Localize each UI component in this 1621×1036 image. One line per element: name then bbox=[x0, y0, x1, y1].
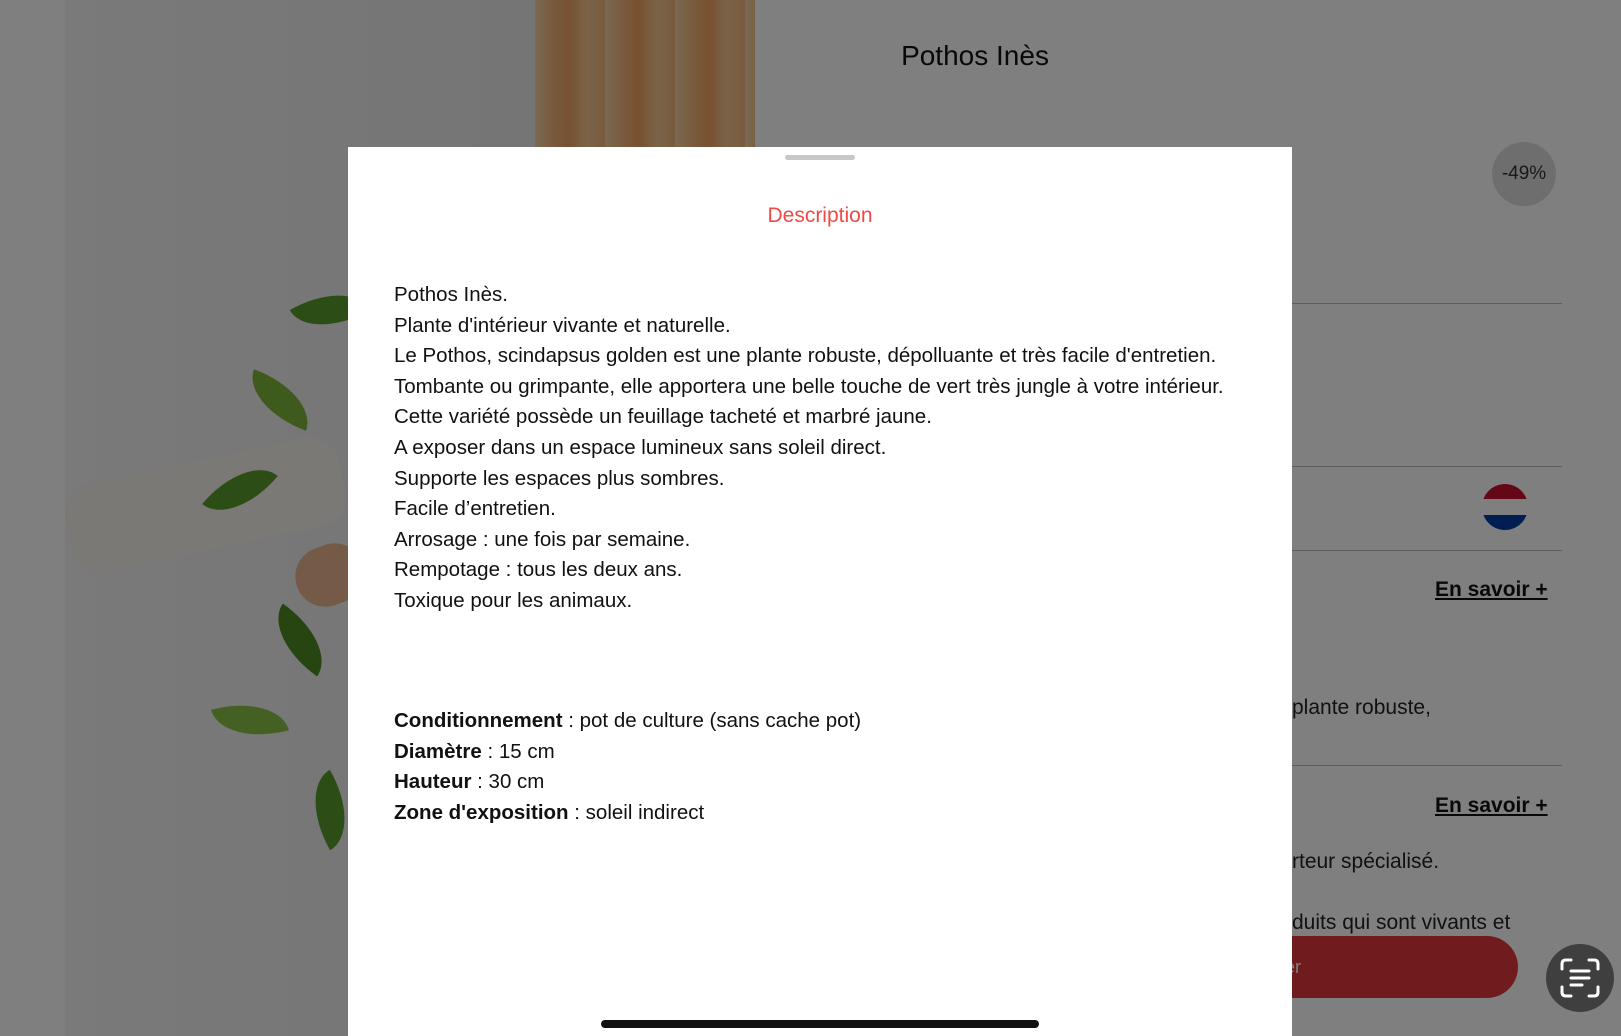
spec-height bbox=[394, 767, 1254, 798]
description-line: Pothos Inès. bbox=[394, 283, 508, 306]
spec-exposure bbox=[394, 798, 1254, 829]
spec-diameter bbox=[394, 737, 1254, 768]
spec-value: : soleil indirect bbox=[568, 800, 705, 824]
home-indicator[interactable] bbox=[601, 1020, 1039, 1028]
spec-value: : 15 cm bbox=[481, 739, 555, 763]
spec-label: Conditionnement bbox=[394, 709, 563, 732]
description-line: A exposer dans un espace lumineux sans soleil direct. bbox=[394, 435, 887, 459]
product-specs bbox=[394, 706, 1254, 828]
spec-label: Diamètre bbox=[394, 739, 482, 763]
description-line: Toxique pour les animaux. bbox=[394, 588, 633, 612]
description-line: Rempotage : tous les deux ans. bbox=[394, 558, 683, 582]
spec-packaging bbox=[394, 706, 1254, 737]
description-sheet bbox=[348, 147, 1292, 1036]
description-line: Arrosage : une fois par semaine. bbox=[394, 527, 691, 551]
description-line: Supporte les espaces plus sombres. bbox=[394, 466, 725, 490]
description-line: Le Pothos, scindapsus golden est une plante robuste, dépolluante et très facile d'entretien. bbox=[394, 344, 1217, 368]
sheet-title: Description bbox=[767, 204, 873, 227]
description-line: Facile d’entretien. bbox=[394, 497, 556, 521]
spec-value: : 30 cm bbox=[471, 770, 545, 794]
description-line: Cette variété possède un feuillage tacheté et marbré jaune. bbox=[394, 405, 932, 429]
description-line: Tombante ou grimpante, elle apportera une belle touche de vert très jungle à votre intérieur. bbox=[394, 374, 1224, 398]
spec-label: Hauteur bbox=[394, 770, 472, 794]
sheet-grabber-handle[interactable] bbox=[785, 155, 855, 160]
description-text bbox=[394, 280, 1254, 617]
spec-value: : pot de culture (sans cache pot) bbox=[562, 709, 862, 732]
live-text-scan-button[interactable] bbox=[1546, 944, 1614, 1012]
description-line: Plante d'intérieur vivante et naturelle. bbox=[394, 313, 731, 337]
live-text-scan-icon bbox=[1558, 956, 1602, 1000]
spec-label: Zone d'exposition bbox=[394, 800, 569, 824]
